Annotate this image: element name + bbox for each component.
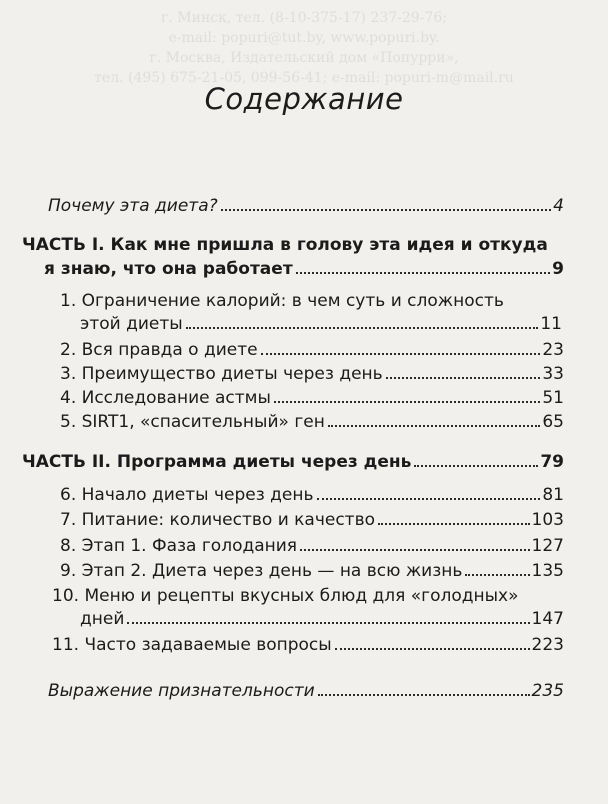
- leader-dots: [274, 401, 540, 403]
- toc-page-number: 11: [540, 314, 562, 334]
- toc-entry-title: этой диеты: [80, 314, 183, 334]
- toc-entry-title: 8. Этап 1. Фаза голодания: [60, 536, 298, 556]
- toc-entry-chapter-2[interactable]: [60, 339, 564, 361]
- toc-entry-title: дней: [80, 609, 125, 629]
- toc-entry-title: Почему эта диета?: [48, 196, 218, 216]
- toc-page-number: 9: [552, 259, 564, 279]
- show-through-text: г. Минск, тел. (8-10-375-17) 237-29-76;: [161, 10, 447, 26]
- toc-entry-chapter-11[interactable]: [52, 634, 564, 656]
- toc-page-number: 235: [531, 681, 564, 701]
- toc-entry-title: ЧАСТЬ II. Программа диеты через день: [22, 452, 412, 472]
- toc-page-number: 79: [540, 452, 564, 472]
- show-through-text: тел. (495) 675-21-05, 099-56-41; e-mail: popuri-m@mail.ru: [94, 70, 514, 86]
- toc-entry-title: 2. Вся правда о диете: [60, 340, 258, 360]
- toc-page-number: 51: [542, 388, 564, 408]
- leader-dots: [261, 353, 541, 355]
- toc-entry-chapter-10[interactable]: [80, 608, 564, 630]
- toc-entry-part-2[interactable]: [22, 451, 564, 473]
- toc-entry-chapter-5[interactable]: [60, 411, 564, 433]
- toc-entry-chapter-6[interactable]: [60, 484, 564, 506]
- toc-page-number: 103: [531, 510, 564, 530]
- show-through-text: г. Москва, Издательский дом «Попурри»,: [149, 50, 459, 66]
- toc-page-number: 223: [531, 635, 564, 655]
- toc-chapter-1-line1[interactable]: 1. Ограничение калорий: в чем суть и сложность: [60, 291, 504, 311]
- toc-page-number: 33: [542, 364, 564, 384]
- toc-entry-chapter-7[interactable]: [60, 509, 564, 531]
- leader-dots: [378, 523, 530, 525]
- toc-entry-chapter-1[interactable]: [80, 313, 562, 335]
- toc-page-number: 81: [542, 485, 564, 505]
- leader-dots: [127, 622, 529, 624]
- leader-dots: [386, 377, 541, 379]
- toc-entry-title: я знаю, что она работает: [44, 259, 293, 279]
- leader-dots: [186, 327, 539, 329]
- toc-entry-title: 6. Начало диеты через день: [60, 485, 314, 505]
- toc-chapter-10-line1[interactable]: 10. Меню и рецепты вкусных блюд для «голодных»: [52, 586, 519, 606]
- leader-dots: [335, 648, 530, 650]
- toc-entry-title: Выражение признательности: [48, 681, 315, 701]
- toc-page-number: 65: [542, 412, 564, 432]
- leader-dots: [414, 465, 538, 467]
- toc-entry-part-1[interactable]: [44, 258, 564, 280]
- toc-page-number: 135: [531, 561, 564, 581]
- leader-dots: [296, 272, 550, 274]
- toc-entry-title: 9. Этап 2. Диета через день — на всю жизнь: [60, 561, 463, 581]
- toc-entry-acknowledgements[interactable]: [48, 680, 564, 702]
- leader-dots: [328, 425, 541, 427]
- toc-entry-title: 5. SIRT1, «спасительный» ген: [60, 412, 325, 432]
- toc-entry-intro[interactable]: [48, 195, 564, 217]
- leader-dots: [221, 209, 552, 211]
- toc-entry-chapter-8[interactable]: [60, 535, 564, 557]
- toc-page-number: 147: [531, 609, 564, 629]
- toc-entry-title: 3. Преимущество диеты через день: [60, 364, 383, 384]
- leader-dots: [318, 694, 530, 696]
- toc-entry-chapter-9[interactable]: [60, 560, 564, 582]
- toc-entry-chapter-3[interactable]: [60, 363, 564, 385]
- leader-dots: [317, 498, 541, 500]
- toc-entry-title: 11. Часто задаваемые вопросы: [52, 635, 332, 655]
- toc-entry-title: 4. Исследование астмы: [60, 388, 271, 408]
- toc-page-number: 23: [542, 340, 564, 360]
- show-through-text: e-mail: popuri@tut.by, www.popuri.by.: [168, 30, 440, 46]
- toc-part-1-line1[interactable]: ЧАСТЬ I. Как мне пришла в голову эта идея и откуда: [22, 235, 548, 255]
- leader-dots: [465, 574, 529, 576]
- toc-page-number: 4: [553, 196, 564, 216]
- leader-dots: [300, 549, 530, 551]
- toc-entry-chapter-4[interactable]: [60, 387, 564, 409]
- page-title: Содержание: [204, 82, 404, 116]
- toc-page-number: 127: [531, 536, 564, 556]
- toc-entry-title: 7. Питание: количество и качество: [60, 510, 375, 530]
